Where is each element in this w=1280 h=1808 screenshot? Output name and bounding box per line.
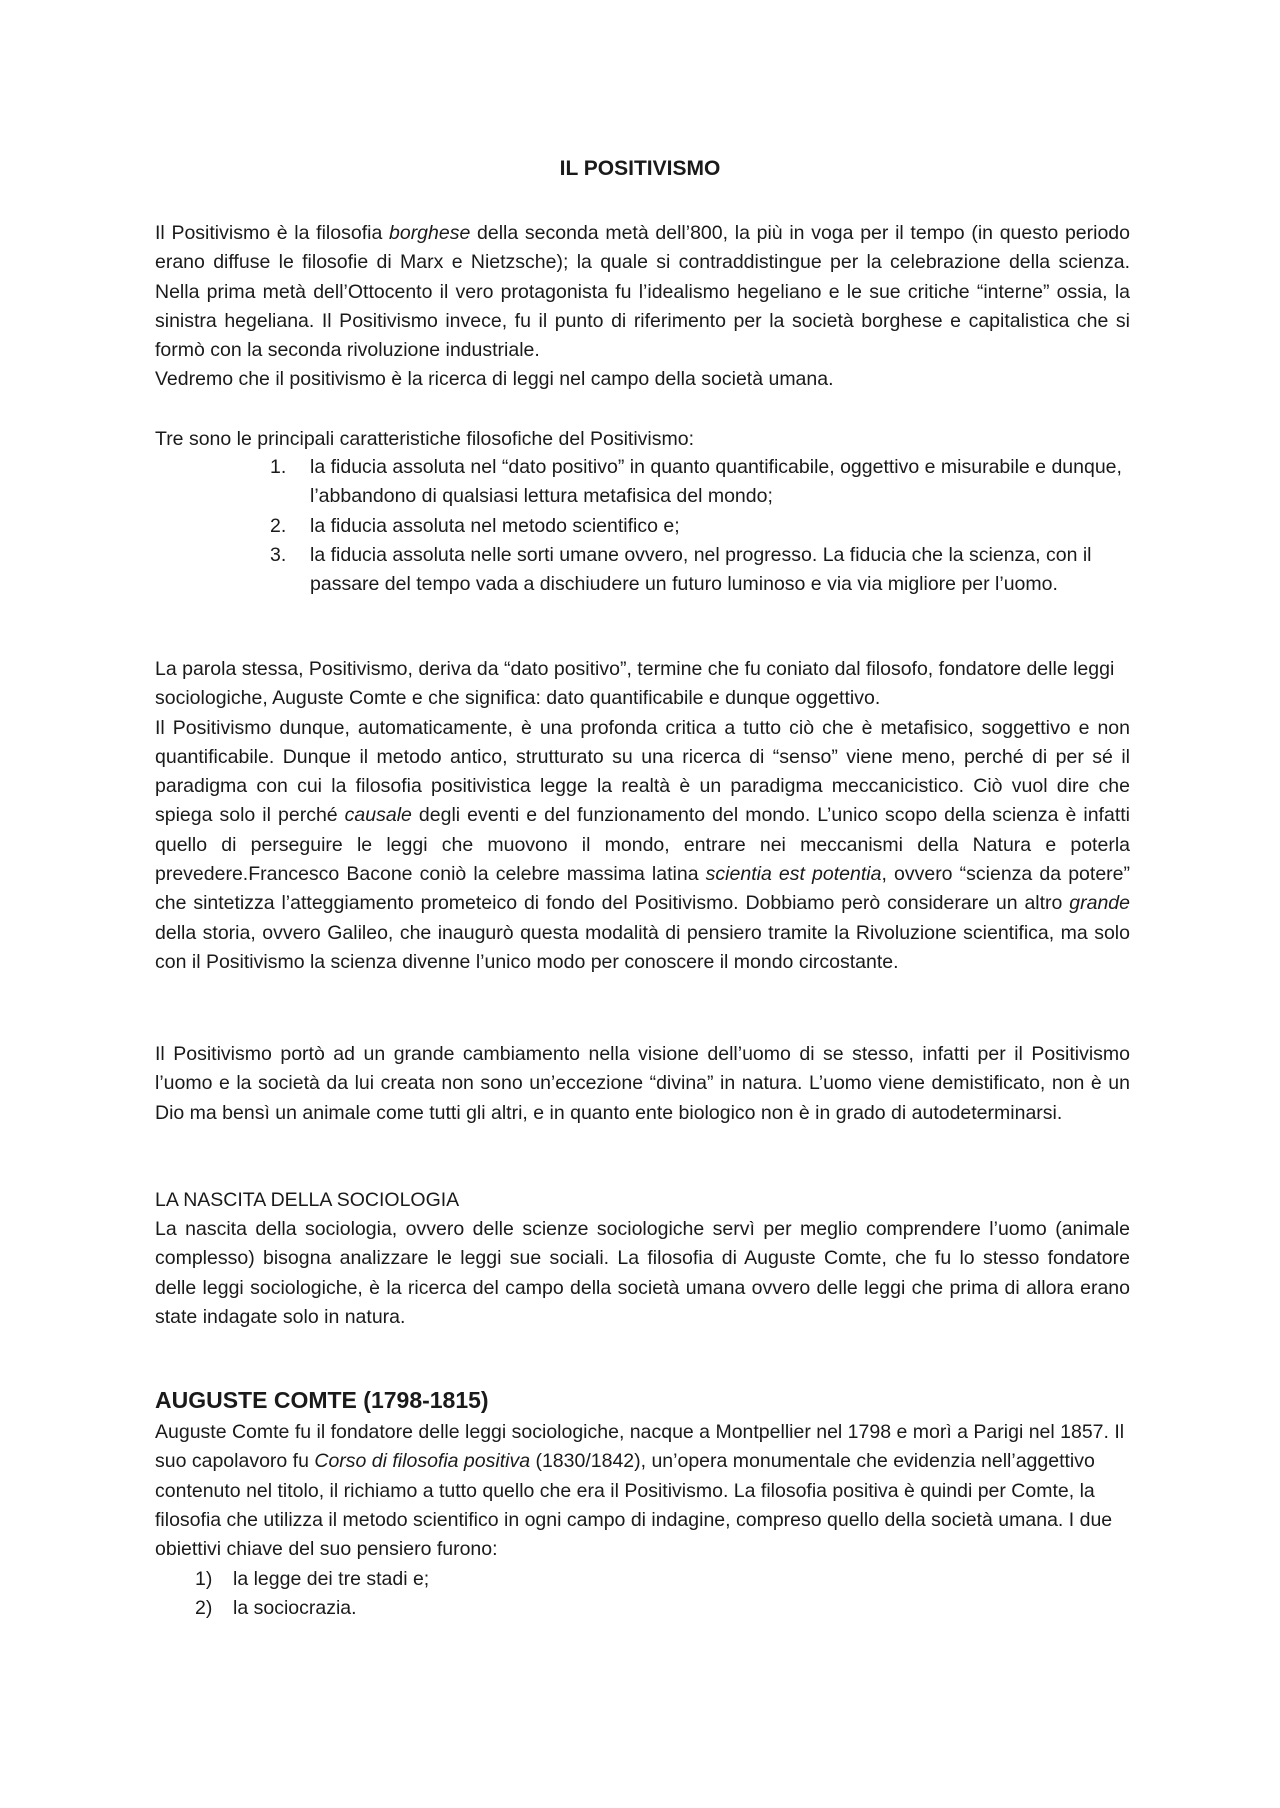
list-item: [195, 1594, 429, 1623]
causale-emphasis: causale: [344, 804, 412, 827]
list-number: 1.: [270, 456, 287, 478]
list-text: la fiducia assoluta nel metodo scientifico e;: [310, 514, 680, 537]
intro-text-2: della seconda metà dell’800, la più in voga per il tempo (in questo periodo erano diffuse le filosofie di Marx e Nietzsche); la quale si contraddistingue per la celebrazione della scienza. Nella prima metà dell’Ottocento il vero protagonista fu l’idealismo hegeliano e le sue critiche “interne” ossia, la sinistra hegeliana. Il Positivismo invece, fu il punto di riferimento per la società borghese e capitalistica che si formò con la seconda rivoluzione industriale.: [155, 222, 1130, 362]
list-number: 3.: [270, 543, 287, 566]
intro-text-3: Vedremo che il positivismo è la ricerca di leggi nel campo della società umana.: [155, 368, 834, 391]
list-item: [270, 453, 1130, 512]
list-item: [195, 1565, 429, 1594]
uomo-paragraph: Il Positivismo portò ad un grande cambiamento nella visione dell’uomo di se stesso, infatti per il Positivismo l’uomo e la società da lui creata non sono un’eccezione “divina” in natura. L’uomo viene demistificato, non è un Dio ma bensì un animale come tutti gli altri, e in quanto ente biologico non è in grado di autodeterminarsi.: [155, 1043, 1130, 1124]
comte-heading: AUGUSTE COMTE (1798-1815): [155, 1387, 489, 1413]
list-text: la sociocrazia.: [233, 1597, 357, 1620]
parola-paragraph-1: La parola stessa, Positivismo, deriva da “dato positivo”, termine che fu coniato dal filosofo, fondatore delle leggi sociologiche, Auguste Comte e che significa: dato quantificabile e dunque oggettivo.: [155, 658, 1115, 710]
intro-emphasis: borghese: [389, 222, 471, 244]
list-item: [270, 541, 1130, 600]
page-title: IL POSITIVISMO: [559, 157, 721, 180]
parola-paragraph-2: Il Positivismo dunque, automaticamente, è una profonda critica a tutto ciò che è metafisico, soggettivo e non quantificabile. Dunque il metodo antico, strutturato su una ricerca di “senso” viene meno, perché di per sé il paradigma con cui la filosofia positivistica legge la realtà è un paradigma meccanicistico. Ciò vuol dire che spiega solo il perché causale degli eventi e del funzionamento del mondo. L’unico scopo della scienza è infatti quello di perseguire le leggi che muovono il mondo, entrare nei meccanismi della Natura e poterla prevedere.Francesco Bacone coniò la celebre massima latina scientia est potentia, ovvero “scienza da potere” che sintetizza l’atteggiamento prometeico di fondo del Positivismo. Dobbiamo però considerare un altro grande della storia, ovvero Galileo, che inaugurò questa modalità di pensiero tramite la Rivoluzione scientifica, ma solo con il Positivismo la scienza divenne l’unico modo per conoscere il mondo circostante.: [155, 716, 1130, 973]
intro-text-1: Il Positivismo è la filosofia: [155, 222, 389, 244]
list-number: 2.: [270, 514, 287, 537]
objectives-list: [195, 1565, 429, 1624]
grande-emphasis: grande: [1069, 892, 1130, 915]
nascita-heading: LA NASCITA DELLA SOCIOLOGIA: [155, 1189, 460, 1211]
features-heading: Tre sono le principali caratteristiche filosofiche del Positivismo:: [155, 428, 695, 450]
list-number: 2): [195, 1597, 213, 1620]
comte-paragraph: Auguste Comte fu il fondatore delle leggi sociologiche, nacque a Montpellier nel 1798 e morì a Parigi nel 1857. Il suo capolavoro fu Corso di filosofia positiva (1830/1842), un’opera monumentale che evidenzia nell’aggettivo contenuto nel titolo, il richiamo a tutto quello che era il Positivismo. La filosofia positiva è quindi per Comte, la filosofia che utilizza il metodo scientifico in ogni campo di indagine, compreso quello della società umana. I due obiettivi chiave del suo pensiero furono:: [155, 1421, 1125, 1561]
features-list: [270, 453, 1130, 599]
book-title: Corso di filosofia positiva: [314, 1450, 531, 1473]
intro-paragraph: [155, 219, 1130, 395]
list-item: [270, 512, 1130, 541]
latin-motto: scientia est potentia: [705, 863, 882, 886]
list-text: la legge dei tre stadi e;: [233, 1568, 430, 1590]
nascita-paragraph: La nascita della sociologia, ovvero delle scienze sociologiche servì per meglio comprendere l’uomo (animale complesso) bisogna analizzare le leggi sue sociali. La filosofia di Auguste Comte, che fu lo stesso fondatore delle leggi sociologiche, è la ricerca del campo della società umana ovvero delle leggi che prima di allora erano state indagate solo in natura.: [155, 1218, 1130, 1328]
list-text: la fiducia assoluta nelle sorti umane ovvero, nel progresso. La fiducia che la scienza, con il passare del tempo vada a dischiudere un futuro luminoso e via via migliore per l’uomo.: [310, 543, 1092, 596]
parola-section: [155, 655, 1130, 977]
list-number: 1): [195, 1568, 213, 1590]
list-text: la fiducia assoluta nel “dato positivo” in quanto quantificabile, oggettivo e misurabile e dunque, l’abbandono di qualsiasi lettura metafisica del mondo;: [310, 456, 1122, 508]
